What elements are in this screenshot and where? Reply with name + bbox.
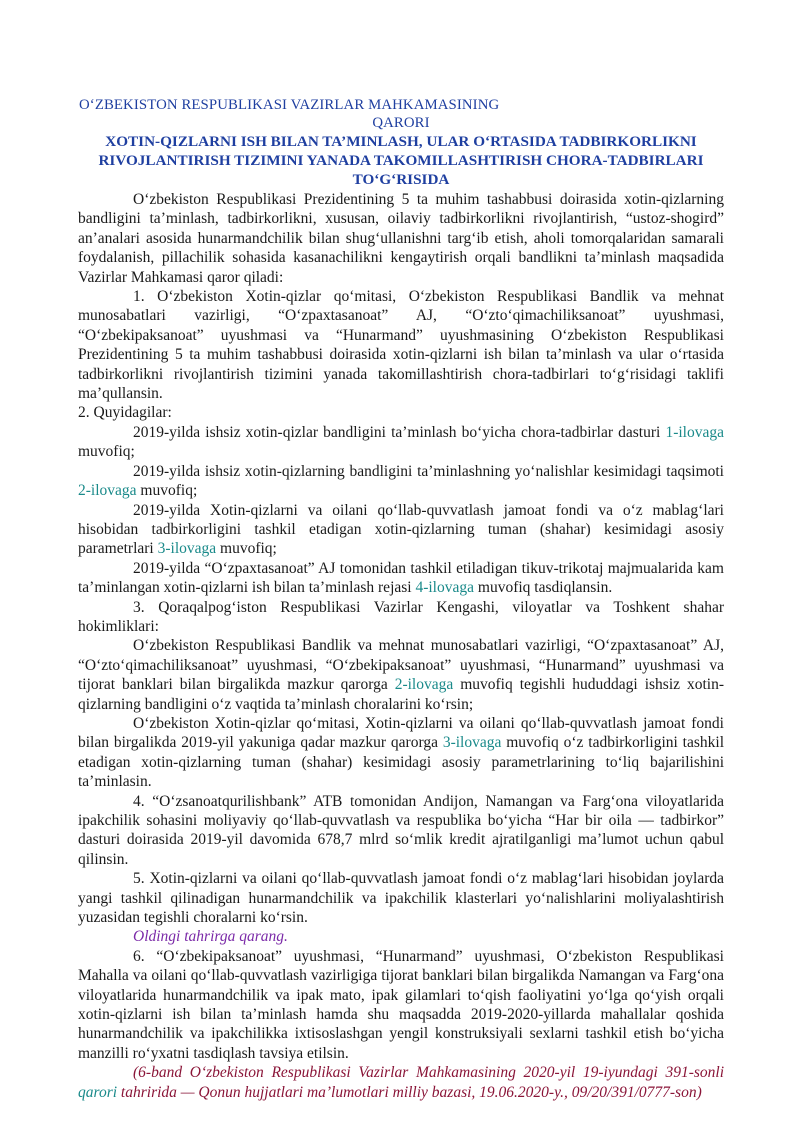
decree-header-issuer: O‘ZBEKISTON RESPUBLIKASI VAZIRLAR MAHKAMASINING bbox=[79, 97, 500, 113]
preamble-paragraph: O‘zbekiston Respublikasi Prezidentining 5 ta muhim tashabbusi doirasida xotin-qizlarning bandligini ta’minlash, tadbirkorlikni, xususan, oilaviy tadbirkorlikni rivojlantirish, “ustoz-shogird” an’analari asosida hunarmandchilik bilan shug‘ullanishni targ‘ib etish, aholi tomorqalaridan samarali foydalanish, pillachilik sohasida kasanachilikni kengaytirish orqali bandlikni ta’minlash maqsadida Vazirlar Mahkamasi qaror qiladi: bbox=[78, 191, 724, 286]
annex-2-link[interactable]: 2-ilovaga bbox=[78, 482, 137, 500]
document-page bbox=[78, 96, 724, 1102]
clause-2-item-b bbox=[78, 462, 724, 501]
clause-text: 2019-yilda “O‘zpaxtasanoat” AJ tomonidan tashkil etiladigan tikuv-trikotaj majmualarida kam ta’minlangan xotin-qizlarni ish bilan ta’minlash rejasi bbox=[78, 559, 724, 597]
clause-2-heading: 2. Quyidagilar: bbox=[78, 404, 172, 422]
previous-edition-link[interactable]: Oldingi tahrirga qarang. bbox=[133, 928, 288, 946]
clause-text: O‘zbekiston Respublikasi Bandlik va mehnat munosabatlari vazirligi, “O‘zpaxtasanoat” AJ, “O‘zto‘qimachiliksanoat” uyushmasi, “O‘zbekipaksanoat” uyushmasi, “Hunarmand” uyushmasi va tijorat banklari bilan birgalikda mazkur qarorga bbox=[78, 637, 724, 694]
clause-2-item-a bbox=[78, 423, 724, 462]
decree-header-type: QARORI bbox=[372, 115, 430, 131]
clause-3-heading: 3. Qoraqalpog‘iston Respublikasi Vazirlar Kengashi, viloyatlar va Toshkent shahar hokimliklari: bbox=[78, 598, 724, 635]
amendment-note bbox=[78, 1063, 724, 1102]
clause-4: 4. “O‘zsanoatqurilishbank” ATB tomonidan Andijon, Namangan va Farg‘ona viloyatlarida ipakchilik sohasini moliyaviy qo‘llab-quvvatlash va respublika bo‘yicha “Har bir oila — tadbirkor” dasturi doirasida 2019-yil davomida 678,7 mlrd so‘mlik kredit ajratilganligi ma’lumot uchun qabul qilinsin. bbox=[78, 792, 724, 868]
clause-text-end: muvofiq; bbox=[78, 443, 135, 461]
clause-1: 1. O‘zbekiston Xotin-qizlar qo‘mitasi, O‘zbekiston Respublikasi Bandlik va mehnat munosabatlari vazirligi, “O‘zpaxtasanoat” AJ, “O‘zto‘qimachiliksanoat” uyushmasi, “O‘zbekipaksanoat” uyushmasi va “Hunarmand” uyushmasining O‘zbekiston Respublikasi Prezidentining 5 ta muhim tashabbusi doirasida xotin-qizlarni ish bilan ta’minlash va ular o‘rtasida tadbirkorlikni rivojlantirish tizimini yanada takomillashtirish chora-tadbirlari to‘g‘risidagi taklifi ma’qullansin. bbox=[78, 288, 724, 403]
clause-5: 5. Xotin-qizlarni va oilani qo‘llab-quvvatlash jamoat fondi o‘z mablag‘lari hisobidan joylarda yangi tashkil qilinadigan hunarmandchilik va ipakchilik klasterlari yo‘nalishlarini moliyalashtirish yuzasidan tegishli choralarni ko‘rsin. bbox=[78, 870, 724, 927]
clause-text: 2019-yilda Xotin-qizlarni va oilani qo‘llab-quvvatlash jamoat fondi va o‘z mablag‘lari hisobidan tadbirkorligini tashkil etadigan xotin-qizlarning tuman (shahar) kesimidagi asosiy parametrlari bbox=[78, 501, 724, 558]
clause-text: 2019-yilda ishsiz xotin-qizlar bandligini ta’minlash bo‘yicha chora-tadbirlar dasturi bbox=[133, 423, 666, 441]
clause-text: O‘zbekiston Xotin-qizlar qo‘mitasi, Xotin-qizlarni va oilani qo‘llab-quvvatlash jamoat fondi bilan birgalikda 2019-yil yakuniga qadar mazkur qarorga bbox=[78, 714, 724, 752]
annex-4-link[interactable]: 4-ilovaga bbox=[415, 579, 475, 597]
note-text-end: tahririda — Qonun hujjatlari ma’lumotlari milliy bazasi, 19.06.2020-y., 09/20/391/0777-son) bbox=[117, 1083, 702, 1101]
clause-text-end: muvofiq o‘z tadbirkorligini tashkil etadigan xotin-qizlarning tuman (shahar) kesimidagi asosiy parametrlarining to‘liq bajarilishini ta’minlasin. bbox=[78, 734, 724, 791]
clause-6: 6. “O‘zbekipaksanoat” uyushmasi, “Hunarmand” uyushmasi, O‘zbekiston Respublikasi Mahalla va oilani qo‘llab-quvvatlash vazirligiga tijorat banklari bilan birgalikda Namangan va Farg‘ona viloyatlarida hunarmandchilik va ipak mato, ipak gilamlari to‘qish faoliyatini yo‘lga qo‘yish orqali xotin-qizlarni ish bilan ta’minlash hamda shu maqsadda 2019-2020-yillarda mahallalar qoshida hunarmandchilik va ipakchilikka ixtisoslashgan yengil konstruksiyali sexlarni tashkil etish bo‘yicha manzilli ro‘yxatni tasdiqlash tavsiya etilsin. bbox=[78, 947, 724, 1062]
clause-text: 2019-yilda ishsiz xotin-qizlarning bandligini ta’minlashning yo‘nalishlar kesimidagi taqsimoti bbox=[133, 462, 724, 480]
document-title: XOTIN-QIZLARNI ISH BILAN TA’MINLASH, ULAR O‘RTASIDA TADBIRKORLIKNI RIVOJLANTIRISH TIZIMINI YANADA TAKOMILLASHTIRISH CHORA-TADBIRLARI TO‘G‘RISIDA bbox=[98, 133, 704, 188]
annex-3-link[interactable]: 3-ilovaga bbox=[157, 540, 217, 558]
annex-2-link[interactable]: 2-ilovaga bbox=[394, 676, 454, 694]
clause-text-end: muvofiq; bbox=[216, 540, 277, 558]
annex-3-link[interactable]: 3-ilovaga bbox=[442, 734, 502, 752]
clause-text-end: muvofiq tasdiqlansin. bbox=[474, 579, 613, 597]
clause-2-item-d bbox=[78, 559, 724, 598]
annex-1-link[interactable]: 1-ilovaga bbox=[665, 423, 724, 441]
clause-text-end: muvofiq tegishli hududdagi ishsiz xotin-qizlarning bandligini o‘z vaqtida ta’minlash choralarini ko‘rsin; bbox=[78, 676, 724, 713]
clause-text-end: muvofiq; bbox=[136, 482, 198, 500]
clause-3-item-b bbox=[78, 714, 724, 792]
clause-3-item-a bbox=[78, 636, 724, 714]
note-text: (6-band O‘zbekiston Respublikasi Vazirlar Mahkamasining 2020-yil 19-iyundagi 391-sonli bbox=[133, 1064, 724, 1082]
decree-link[interactable]: qarori bbox=[78, 1083, 118, 1101]
clause-2-item-c bbox=[78, 501, 724, 559]
